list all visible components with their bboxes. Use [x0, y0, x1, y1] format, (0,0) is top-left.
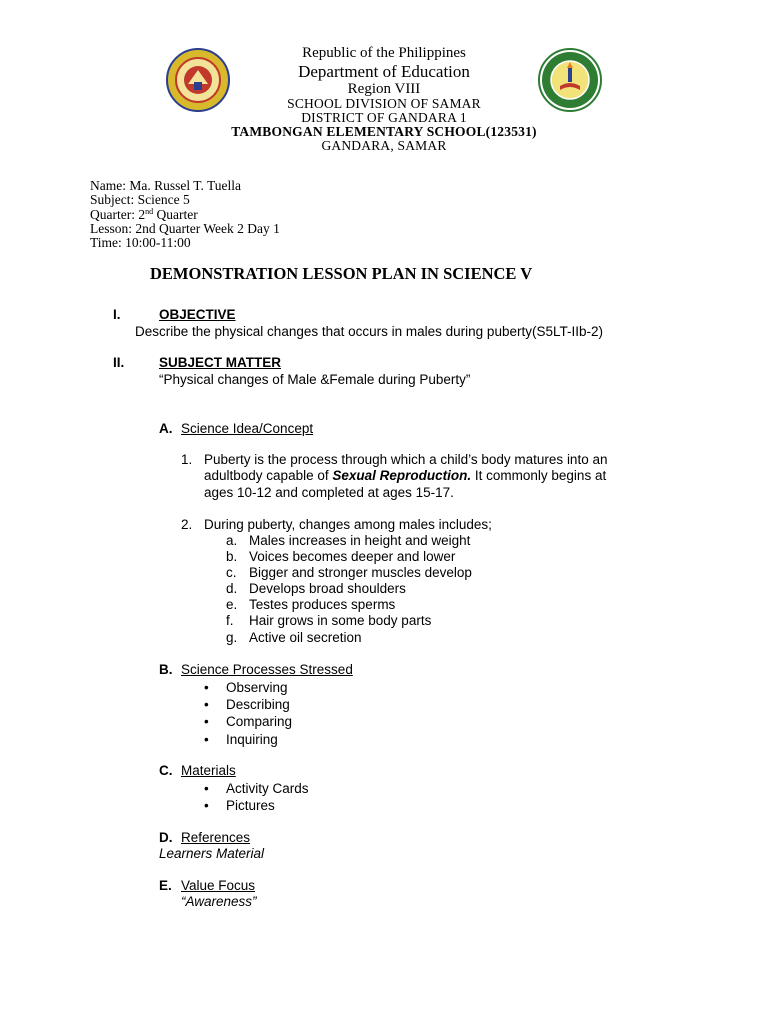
bullet-icon: •	[204, 680, 209, 695]
objective-numeral: I.	[113, 307, 121, 322]
value-focus-text: “Awareness”	[181, 894, 257, 909]
science-idea-heading: Science Idea/Concept	[181, 421, 314, 436]
subject-matter-heading: SUBJECT MATTER	[159, 355, 282, 370]
idea-item-1-line-1: Puberty is the process through which a child’s body matures into an	[204, 452, 608, 467]
bullet-icon: •	[204, 697, 209, 713]
info-quarter-prefix: Quarter: 2	[90, 206, 146, 222]
bullet-icon: •	[204, 731, 209, 747]
info-subject: Subject: Science 5	[90, 192, 190, 208]
info-lesson: Lesson: 2nd Quarter Week 2 Day 1	[90, 220, 280, 236]
idea-item-1-number: 1.	[181, 452, 193, 467]
info-quarter-suffix: Quarter	[153, 206, 198, 222]
list-item: c. Bigger and stronger muscles develop	[226, 565, 472, 581]
subject-matter-text: “Physical changes of Male &Female during Puberty”	[159, 372, 471, 387]
materials-letter: C.	[159, 763, 173, 778]
header-division: SCHOOL DIVISION OF SAMAR	[287, 96, 481, 111]
header-location: GANDARA, SAMAR	[321, 138, 447, 153]
list-item: • Comparing	[204, 714, 293, 730]
materials-list	[204, 780, 309, 814]
idea-item-1-line-2-pre: adultbody capable of	[204, 468, 333, 483]
science-idea-letter: A.	[159, 421, 173, 436]
info-quarter	[90, 208, 280, 222]
value-focus-letter: E.	[159, 878, 172, 893]
list-item: e. Testes produces sperms	[226, 597, 396, 613]
processes-list	[204, 679, 292, 748]
header-school: TAMBONGAN ELEMENTARY SCHOOL(123531)	[231, 124, 537, 139]
list-item: • Describing	[204, 697, 290, 713]
idea-item-2-text: During puberty, changes among males includes;	[204, 517, 492, 532]
header-region: Region VIII	[347, 81, 421, 97]
processes-letter: B.	[159, 662, 173, 677]
objective-heading: OBJECTIVE	[159, 307, 236, 322]
page-title: DEMONSTRATION LESSON PLAN IN SCIENCE V	[150, 264, 533, 283]
bullet-icon: •	[204, 714, 209, 730]
idea-item-1-line-2-post: It commonly begins at	[471, 468, 607, 483]
header-republic: Republic of the Philippines	[302, 45, 466, 61]
bullet-icon: •	[204, 798, 209, 814]
subject-matter-numeral: II.	[113, 355, 125, 370]
list-item: f. Hair grows in some body parts	[226, 613, 432, 629]
header-department: Department of Education	[298, 62, 470, 81]
info-quarter-sup: nd	[145, 206, 154, 216]
references-letter: D.	[159, 830, 173, 845]
list-item: • Inquiring	[204, 731, 278, 747]
list-item: d. Develops broad shoulders	[226, 581, 406, 597]
idea-item-2-number: 2.	[181, 517, 193, 532]
processes-heading: Science Processes Stressed	[181, 662, 353, 677]
idea-item-1-line-3: ages 10-12 and completed at ages 15-17.	[204, 485, 454, 500]
list-item: • Pictures	[204, 798, 275, 814]
list-item: a. Males increases in height and weight	[226, 533, 471, 548]
idea-item-1-line-2	[204, 468, 606, 483]
info-name: Name: Ma. Russel T. Tuella	[90, 178, 241, 193]
info-time: Time: 10:00-11:00	[90, 235, 191, 251]
list-item: g. Active oil secretion	[226, 629, 362, 645]
male-changes-list	[226, 533, 472, 646]
list-item: • Activity Cards	[204, 781, 309, 796]
list-item: b. Voices becomes deeper and lower	[226, 549, 456, 565]
sexual-reproduction-emphasis: Sexual Reproduction.	[332, 468, 472, 483]
list-item: • Observing	[204, 680, 288, 695]
references-heading: References	[181, 830, 251, 845]
bullet-icon: •	[204, 781, 209, 796]
lesson-info-block	[90, 179, 280, 250]
objective-text: Describe the physical changes that occurs in males during puberty(S5LT-IIb-2)	[135, 324, 603, 339]
header-district: DISTRICT OF GANDARA 1	[301, 110, 467, 125]
references-text: Learners Material	[159, 846, 265, 861]
value-focus-heading: Value Focus	[181, 878, 256, 893]
materials-heading: Materials	[181, 763, 236, 778]
